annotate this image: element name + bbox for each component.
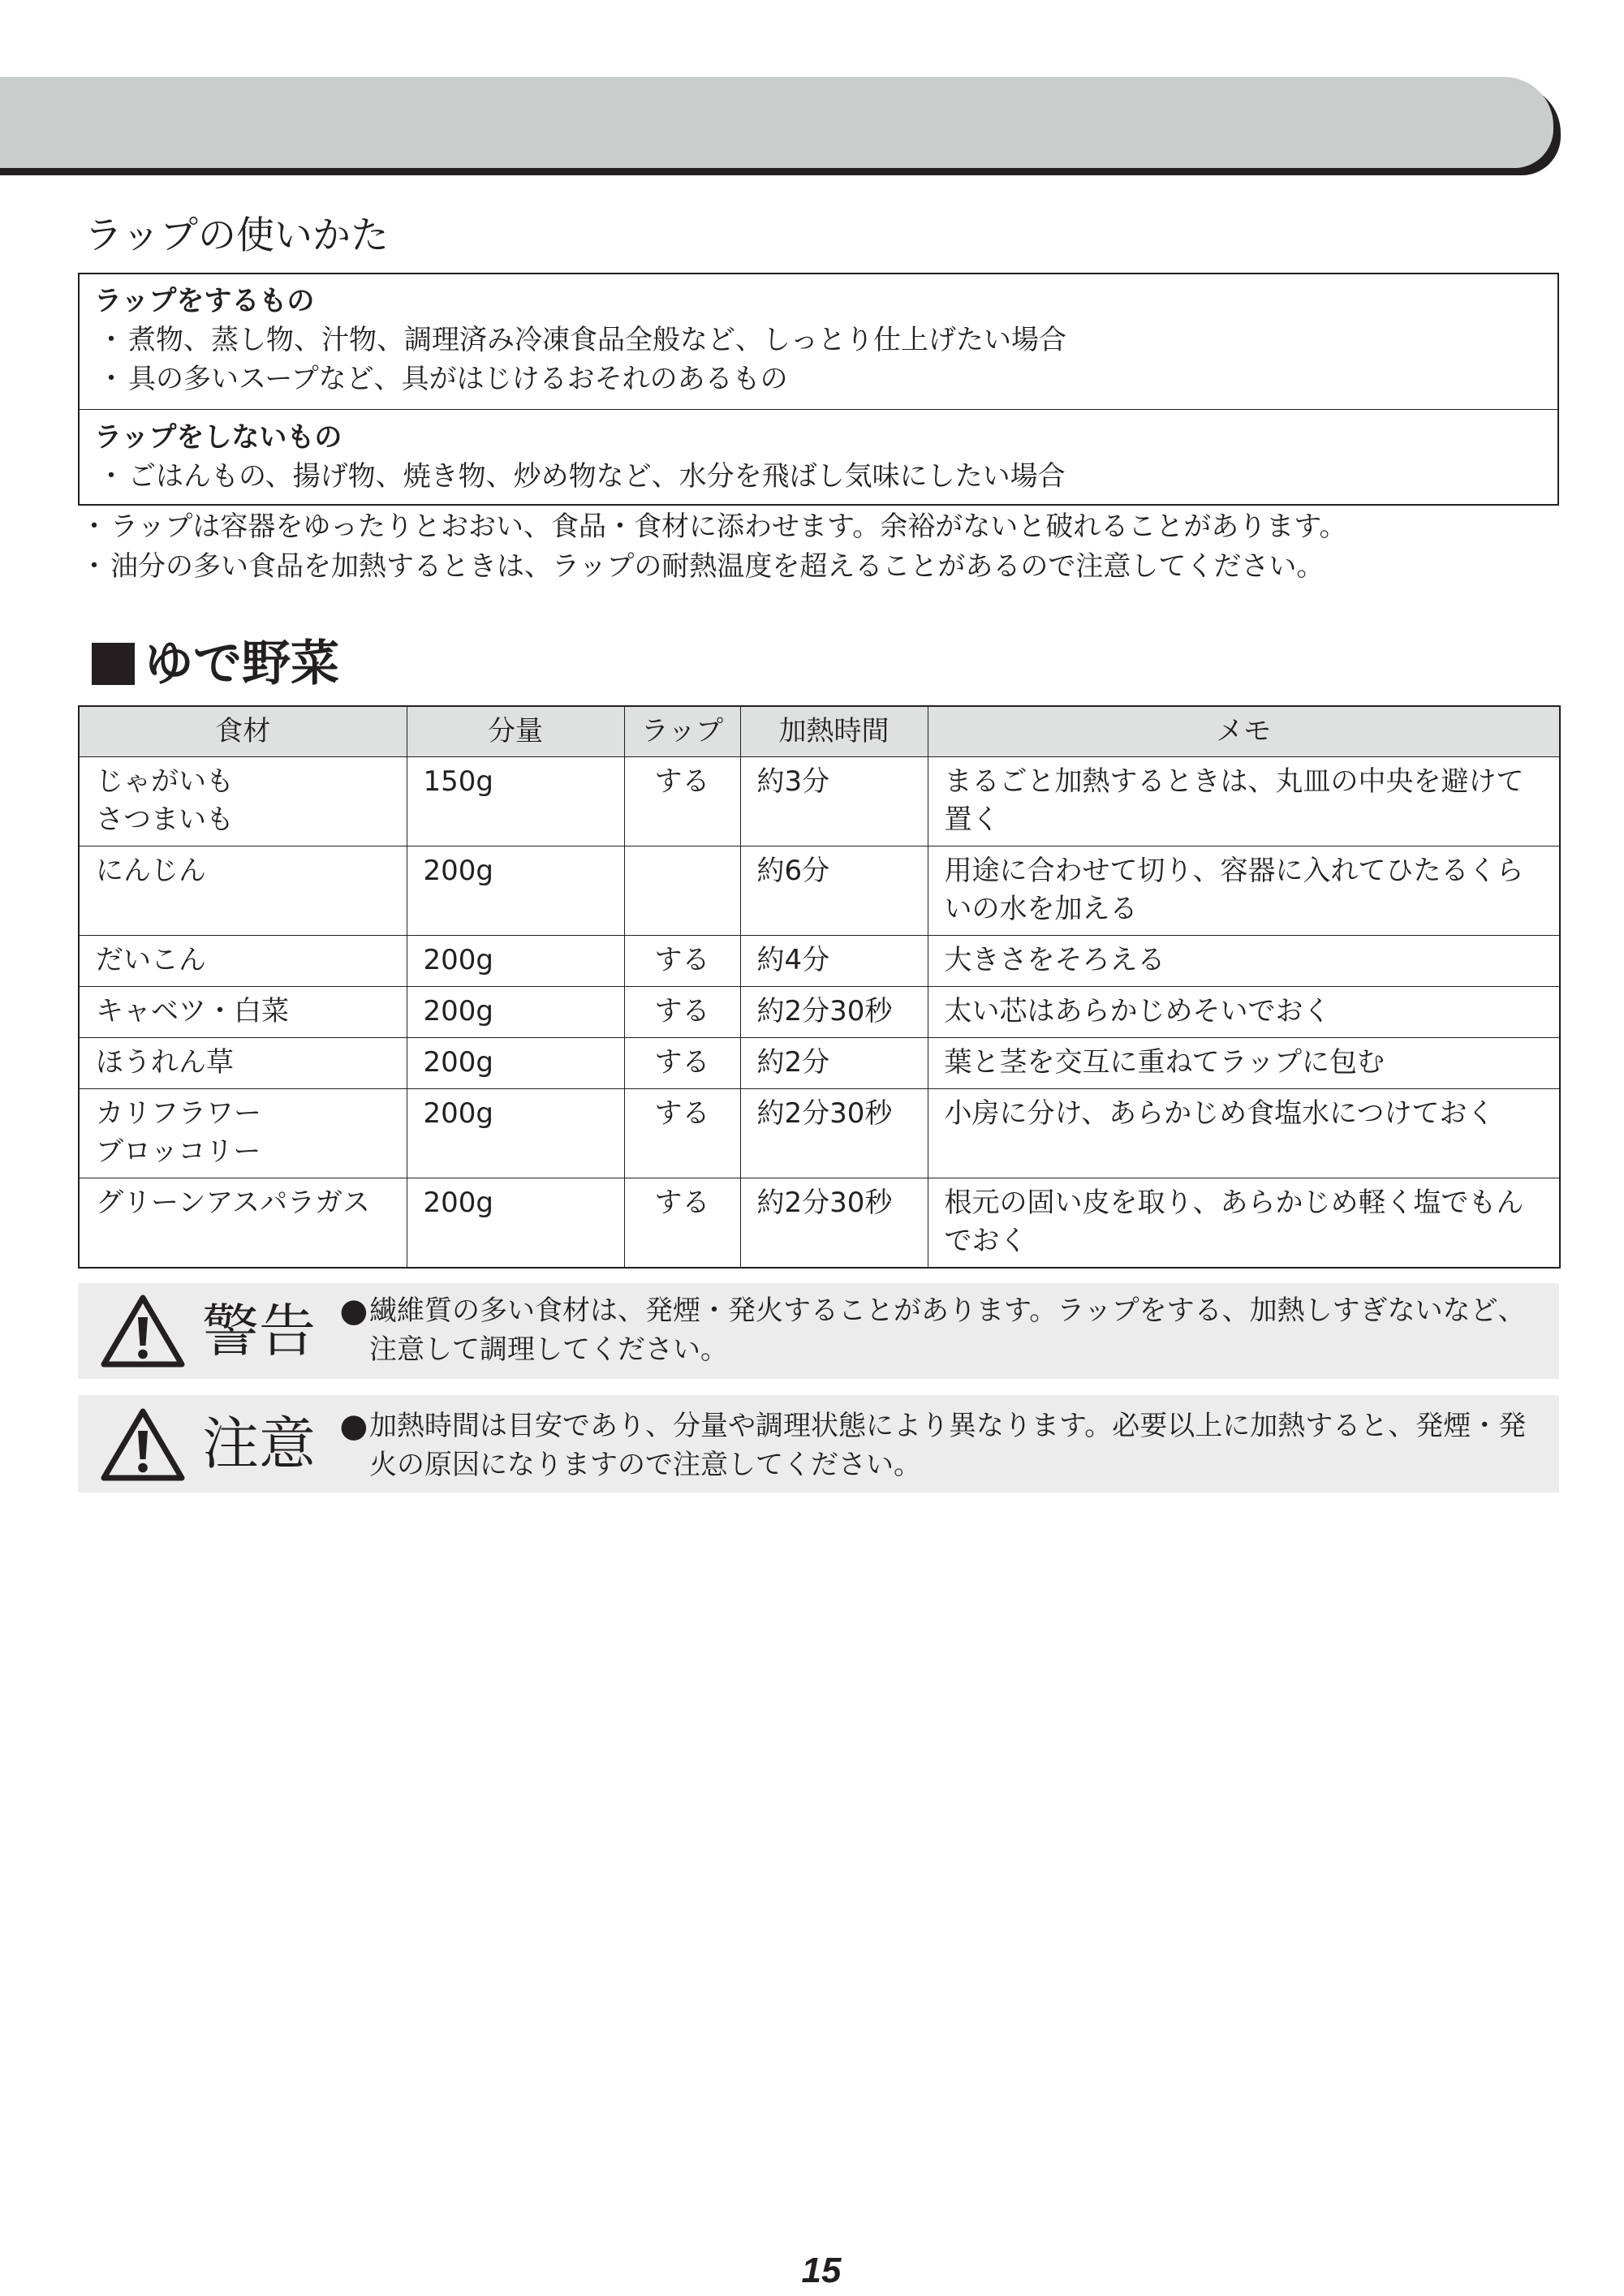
wrap-cell: する — [624, 1088, 740, 1178]
note-item — [78, 507, 1347, 547]
column-header-time: 加熱時間 — [740, 706, 928, 756]
page-header-bar — [0, 77, 1553, 168]
use-wrap-section — [80, 274, 1557, 409]
table-row — [79, 846, 1560, 935]
warning-triangle-icon — [97, 1406, 188, 1484]
note-text: 油分の多い食品を加熱するときは、ラップの耐熱温度を超えることがあるので注意してください。 — [110, 550, 1325, 583]
square-bullet-icon — [92, 643, 135, 685]
time-cell: 約4分 — [740, 935, 928, 986]
column-header-memo: メモ — [928, 706, 1560, 756]
table-row — [79, 756, 1560, 846]
table-row — [79, 935, 1560, 986]
caution-text: 加熱時間は目安であり、分量や調理状態により異なります。必要以上に加熱すると、発煙・発火の原因になりますので注意してください。 — [369, 1410, 1527, 1481]
ingredient-name: さつまいも — [96, 803, 234, 836]
ingredient-name: ほうれん草 — [96, 1045, 234, 1079]
warning-label: 警告 — [202, 1298, 316, 1364]
amount-cell: 200g — [407, 935, 624, 986]
caution-label: 注意 — [202, 1411, 316, 1477]
memo-cell: 小房に分け、あらかじめ食塩水につけておく — [928, 1088, 1560, 1178]
note-text: ラップは容器をゆったりとおおい、食品・食材に添わせます。余裕がないと破れることがあります。 — [110, 510, 1347, 543]
time-cell: 約2分30秒 — [740, 1178, 928, 1268]
table-header-row — [79, 706, 1560, 756]
list-item-text: 具の多いスープなど、具がはじけるおそれのあるもの — [128, 363, 788, 395]
ingredient-cell — [79, 986, 407, 1037]
amount-cell: 150g — [407, 756, 624, 846]
no-wrap-heading: ラップをしないもの — [94, 421, 342, 454]
time-cell: 約2分30秒 — [740, 986, 928, 1037]
table-row — [79, 1178, 1560, 1268]
wrap-cell: する — [624, 1178, 740, 1268]
warning-box — [78, 1283, 1559, 1379]
memo-cell: 用途に合わせて切り、容器に入れてひたるくらいの水を加える — [928, 846, 1560, 935]
list-item-text: ごはんもの、揚げ物、焼き物、炒め物など、水分を飛ばし気味にしたい場合 — [128, 460, 1066, 493]
note-bullet: ・ — [80, 550, 108, 583]
wrap-cell: する — [624, 1037, 740, 1088]
warning-bullet: ● — [339, 1292, 368, 1329]
wrap-usage-notes — [78, 507, 1347, 587]
caution-box — [78, 1395, 1559, 1493]
wrap-cell — [624, 846, 740, 935]
note-bullet: ・ — [80, 510, 108, 543]
column-header-amount: 分量 — [407, 706, 624, 756]
memo-cell: まるごと加熱するときは、丸皿の中央を避けて置く — [928, 756, 1560, 846]
memo-cell: 太い芯はあらかじめそいでおく — [928, 986, 1560, 1037]
wrap-usage-title: ラップの使いかた — [84, 213, 390, 258]
time-cell: 約2分30秒 — [740, 1088, 928, 1178]
amount-cell: 200g — [407, 1088, 624, 1178]
memo-cell: 根元の固い皮を取り、あらかじめ軽く塩でもんでおく — [928, 1178, 1560, 1268]
column-header-wrap: ラップ — [624, 706, 740, 756]
ingredient-cell — [79, 756, 407, 846]
page-number: 15 — [801, 2251, 842, 2290]
ingredient-cell — [79, 1178, 407, 1268]
ingredient-name: だいこん — [96, 943, 206, 976]
column-header-ingredient: 食材 — [79, 706, 407, 756]
warning-triangle-icon — [97, 1292, 188, 1370]
boiled-vegetables-table — [78, 705, 1561, 1269]
ingredient-name: じゃがいも — [96, 765, 234, 798]
time-cell: 約2分 — [740, 1037, 928, 1088]
time-cell: 約6分 — [740, 846, 928, 935]
wrap-cell: する — [624, 986, 740, 1037]
list-item-text: 煮物、蒸し物、汁物、調理済み冷凍食品全般など、しっとり仕上げたい場合 — [128, 324, 1066, 356]
caution-bullet: ● — [339, 1407, 368, 1445]
warning-text: 繊維質の多い食材は、発煙・発火することがあります。ラップをする、加熱しすぎないなど、注意して調理してください。 — [369, 1294, 1526, 1366]
table-row — [79, 1037, 1560, 1088]
list-item — [94, 360, 1543, 398]
use-wrap-heading: ラップをするもの — [94, 285, 315, 317]
note-item — [78, 547, 1347, 587]
list-bullet: ・ — [97, 460, 125, 493]
boiled-vegetables-title: ゆで野菜 — [144, 635, 339, 692]
wrap-cell: する — [624, 756, 740, 846]
amount-cell: 200g — [407, 986, 624, 1037]
ingredient-cell — [79, 1088, 407, 1178]
ingredient-cell — [79, 846, 407, 935]
ingredient-name: キャベツ・白菜 — [96, 994, 289, 1027]
ingredient-cell — [79, 935, 407, 986]
time-cell: 約3分 — [740, 756, 928, 846]
amount-cell: 200g — [407, 1178, 624, 1268]
ingredient-name: グリーンアスパラガス — [96, 1186, 370, 1219]
wrap-cell: する — [624, 935, 740, 986]
ingredient-name: ブロッコリー — [96, 1135, 261, 1168]
table-row — [79, 986, 1560, 1037]
list-item — [94, 321, 1543, 360]
memo-cell: 大きさをそろえる — [928, 935, 1560, 986]
ingredient-name: カリフラワー — [96, 1096, 261, 1130]
table-row — [79, 1088, 1560, 1178]
ingredient-name: にんじん — [96, 854, 206, 887]
list-bullet: ・ — [97, 363, 125, 395]
boiled-vegetables-heading — [92, 635, 339, 692]
memo-cell: 葉と茎を交互に重ねてラップに包む — [928, 1037, 1560, 1088]
list-item — [94, 457, 1543, 496]
no-wrap-section — [80, 409, 1557, 504]
amount-cell: 200g — [407, 846, 624, 935]
ingredient-cell — [79, 1037, 407, 1088]
list-bullet: ・ — [97, 324, 125, 356]
wrap-usage-box — [78, 273, 1559, 506]
amount-cell: 200g — [407, 1037, 624, 1088]
